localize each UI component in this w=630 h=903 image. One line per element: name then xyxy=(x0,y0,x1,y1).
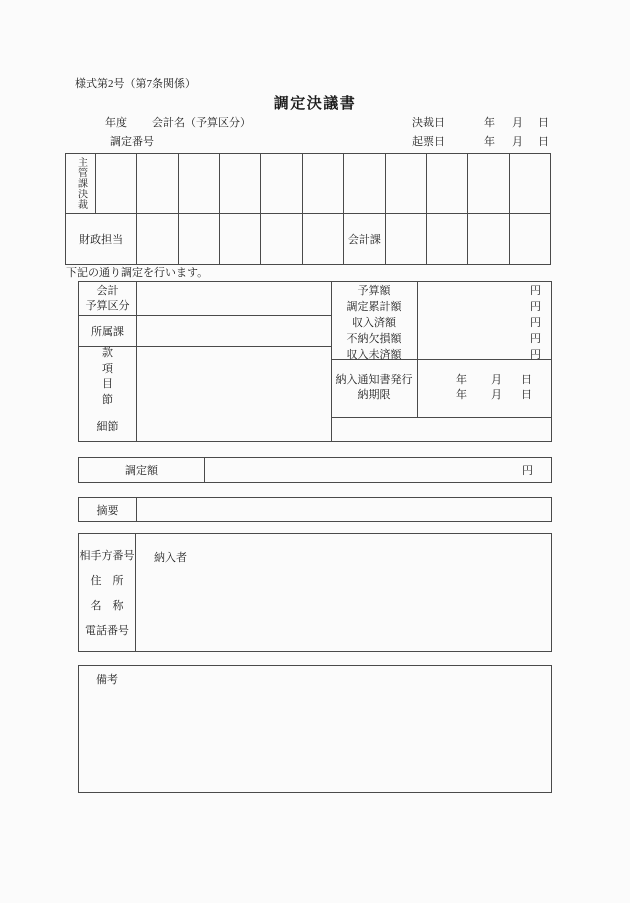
budget-level-moku: 目 xyxy=(102,378,113,390)
stamp-cell xyxy=(385,154,426,214)
stamp-cell xyxy=(509,213,550,264)
approval-date-day-label: 日 xyxy=(538,117,549,129)
summary-value xyxy=(137,498,551,521)
budget-level-setsu: 節 xyxy=(102,393,113,406)
account-label-line2: 予算区分 xyxy=(85,299,130,312)
stamp-column-label: 主管課決裁 xyxy=(75,157,87,210)
statement-text: 下記の通り調定を行います。 xyxy=(66,267,209,279)
budget-subdivision-label: 細節 xyxy=(96,421,119,433)
yen-unit: 円 xyxy=(530,301,541,313)
stamp-cell xyxy=(178,213,219,264)
payer-number-label: 相手方番号 xyxy=(79,550,135,562)
remarks-label: 備考 xyxy=(96,674,118,686)
payer-label: 納入者 xyxy=(154,552,187,564)
remarks-box xyxy=(78,665,552,793)
day-label: 日 xyxy=(521,389,532,401)
budget-amount-label: 予算額 xyxy=(357,285,391,297)
stamp-cell xyxy=(385,213,426,264)
stamp-cell xyxy=(96,154,137,214)
summary-row xyxy=(78,497,552,522)
outstanding-amount-label: 収入未済額 xyxy=(346,349,402,361)
yen-unit: 円 xyxy=(530,349,541,361)
draft-date-year-label: 年 xyxy=(484,136,495,148)
received-amount-label: 収入済額 xyxy=(352,317,396,329)
stamp-cell xyxy=(220,154,261,214)
stamp-cell xyxy=(178,154,219,214)
account-name-label: 会計名（予算区分） xyxy=(152,117,251,129)
approval-date-month-label: 月 xyxy=(512,117,523,129)
stamp-cell xyxy=(302,213,343,264)
notice-dates-cell xyxy=(417,359,553,417)
stamp-cell xyxy=(302,154,343,214)
assessment-amount-label: 調定額 xyxy=(79,458,205,482)
approval-stamp-table xyxy=(65,153,551,265)
due-date-value xyxy=(417,388,553,404)
fiscal-year-label: 年度 xyxy=(105,117,127,129)
payer-phone-label: 電話番号 xyxy=(85,625,129,637)
budget-level-kan: 款 xyxy=(102,347,113,359)
draft-date-label: 起票日 xyxy=(412,136,445,148)
amount-values-cell xyxy=(417,282,553,359)
stamp-column-header xyxy=(66,154,96,214)
due-date-label: 納期限 xyxy=(357,389,391,401)
notice-issue-date xyxy=(417,373,553,389)
stamp-cell xyxy=(220,213,261,264)
divider xyxy=(331,417,551,418)
stamp-cell xyxy=(509,154,550,214)
stamp-cell xyxy=(344,154,385,214)
page-title: 調定決議書 xyxy=(273,96,357,112)
assessment-number-label: 調定番号 xyxy=(110,136,154,148)
yen-unit: 円 xyxy=(530,285,541,297)
accounting-section-header: 会計課 xyxy=(344,213,385,264)
account-header-cell xyxy=(79,282,136,315)
payer-detail-area xyxy=(136,534,551,651)
approval-date-label: 決裁日 xyxy=(412,117,445,129)
approval-date-year-label: 年 xyxy=(484,117,495,129)
divider xyxy=(136,282,137,441)
day-label: 日 xyxy=(521,373,532,386)
yen-unit: 円 xyxy=(530,333,541,345)
stamp-cell xyxy=(261,154,302,214)
stamp-cell xyxy=(468,213,509,264)
payer-name-label: 名 称 xyxy=(90,600,124,612)
account-label-line1: 会計 xyxy=(96,284,119,297)
stamp-cell xyxy=(468,154,509,214)
yen-unit: 円 xyxy=(530,317,541,329)
payer-labels-column xyxy=(79,534,136,651)
form-number: 様式第2号（第7条関係） xyxy=(75,78,196,90)
notice-issue-label: 納入通知書発行 xyxy=(335,373,413,386)
payer-block xyxy=(78,533,552,652)
stamp-cell xyxy=(426,154,467,214)
summary-label: 摘要 xyxy=(79,498,137,521)
month-label: 月 xyxy=(491,373,502,386)
draft-date-day-label: 日 xyxy=(538,136,549,148)
assessment-amount-value: 円 xyxy=(522,465,533,477)
amount-labels-cell xyxy=(331,282,417,359)
year-label: 年 xyxy=(456,389,467,401)
payer-address-label: 住 所 xyxy=(90,575,124,587)
main-table xyxy=(78,281,552,442)
stamp-cell xyxy=(426,213,467,264)
stamp-cell xyxy=(137,213,178,264)
budget-levels-cell xyxy=(79,346,136,443)
writeoff-amount-label: 不納欠損額 xyxy=(346,333,402,345)
year-label: 年 xyxy=(456,373,467,386)
budget-level-ko: 項 xyxy=(102,362,113,375)
draft-date-month-label: 月 xyxy=(512,136,523,148)
stamp-cell xyxy=(261,213,302,264)
stamp-cell xyxy=(137,154,178,214)
assessment-amount-row xyxy=(78,457,552,483)
notice-labels-cell xyxy=(331,359,417,417)
month-label: 月 xyxy=(491,389,502,401)
finance-officer-header: 財政担当 xyxy=(66,213,137,264)
department-header-cell xyxy=(79,315,136,346)
assessed-total-label: 調定累計額 xyxy=(346,301,402,313)
department-label: 所属課 xyxy=(91,325,124,338)
